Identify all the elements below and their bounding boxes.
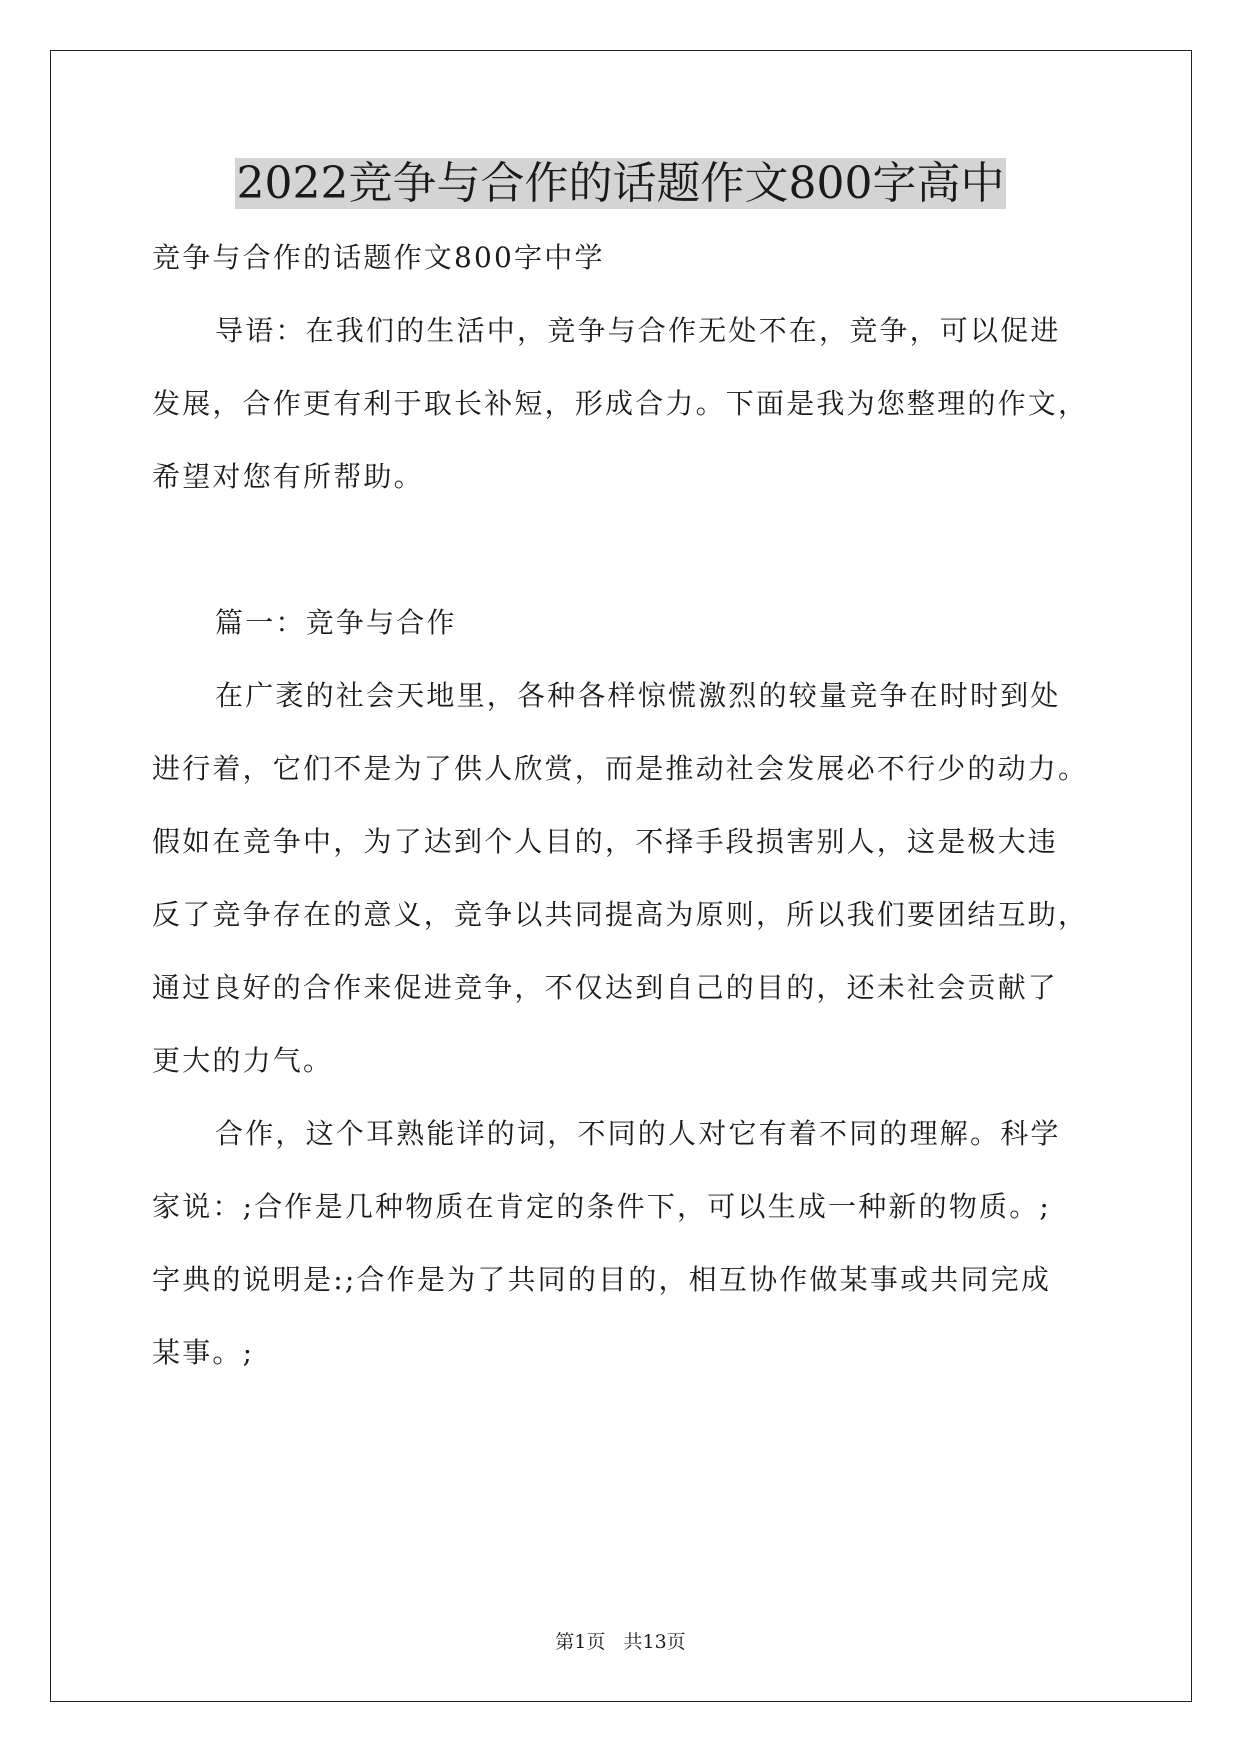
intro-line: 发展，合作更有利于取长补短，形成合力。下面是我为您整理的作文， — [152, 387, 1089, 420]
section-heading: 篇一：竞争与合作 — [215, 606, 457, 639]
intro-line: 希望对您有所帮助。 — [152, 460, 424, 493]
paragraph-line: 更大的力气。 — [152, 1044, 334, 1077]
paragraph-line: 进行着，它们不是为了供人欣赏，而是推动社会发展必不行少的动力。 — [152, 752, 1089, 785]
paragraph-line: 假如在竞争中，为了达到个人目的，不择手段损害别人，这是极大违 — [152, 825, 1059, 858]
paragraph-line: 反了竞争存在的意义，竞争以共同提高为原则，所以我们要团结互助， — [152, 898, 1089, 931]
paragraph-line: 字典的说明是:;合作是为了共同的目的，相互协作做某事或共同完成 — [152, 1263, 1052, 1296]
intro-line: 导语：在我们的生活中，竞争与合作无处不在，竞争，可以促进 — [215, 314, 1061, 347]
document-title — [0, 155, 1241, 213]
page-number-footer: 第1页 共13页 — [555, 1631, 686, 1653]
paragraph-line: 在广袤的社会天地里，各种各样惊慌激烈的较量竞争在时时到处 — [215, 679, 1061, 712]
paragraph-line: 某事。; — [152, 1336, 255, 1369]
document-subtitle: 竞争与合作的话题作文800字中学 — [152, 241, 605, 274]
page-border — [50, 50, 1192, 1702]
paragraph-line: 合作，这个耳熟能详的词，不同的人对它有着不同的理解。科学 — [215, 1117, 1061, 1150]
document-title-text: 2022竞争与合作的话题作文800字高中 — [236, 158, 1005, 209]
paragraph-line: 家说：;合作是几种物质在肯定的条件下，可以生成一种新的物质。; — [152, 1190, 1052, 1223]
paragraph-line: 通过良好的合作来促进竞争，不仅达到自己的目的，还未社会贡献了 — [152, 971, 1059, 1004]
